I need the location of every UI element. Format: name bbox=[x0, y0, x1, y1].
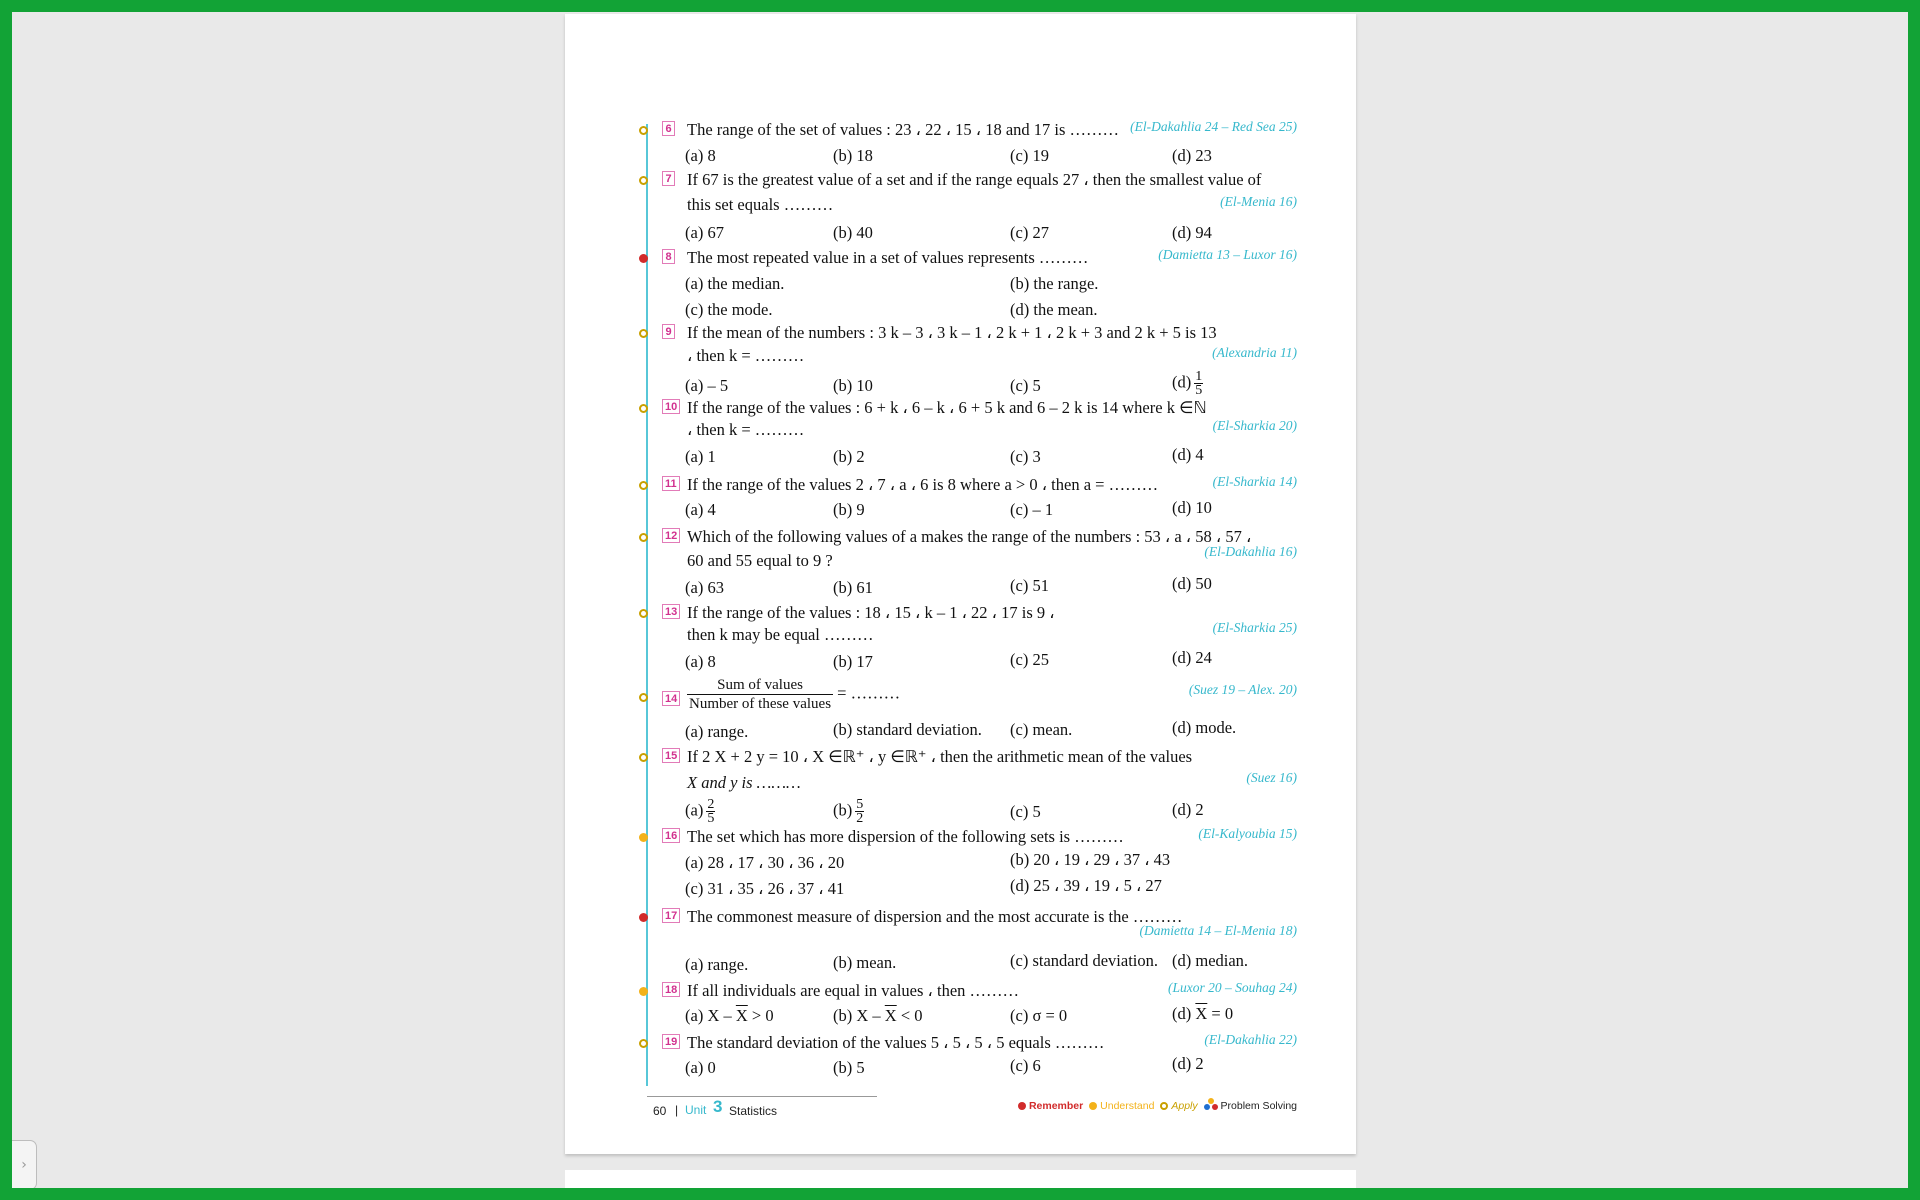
question-text-line2: X and y is ……… bbox=[687, 773, 801, 792]
question-10 bbox=[647, 397, 1297, 472]
option-a: (a) 67 bbox=[685, 223, 724, 242]
apply-dot-icon bbox=[639, 329, 648, 338]
option-d: (d) 10 bbox=[1172, 498, 1212, 517]
option-c: (c) 51 bbox=[1010, 576, 1049, 595]
question-7 bbox=[647, 169, 1297, 242]
option-d: (d) mode. bbox=[1172, 718, 1237, 737]
question-number: 15 bbox=[662, 748, 680, 763]
question-text: The standard deviation of the values 5 ، 5 ، 5 ، 5 equals ……… bbox=[687, 1033, 1105, 1052]
question-text: If the range of the values : 6 + k ، 6 – k ، 6 + 5 k and 6 – 2 k is 14 where k ∈ℕ bbox=[687, 398, 1207, 417]
option-a: (a) 1 bbox=[685, 447, 716, 466]
question-number: 11 bbox=[662, 476, 680, 491]
question-8 bbox=[647, 247, 1297, 322]
option-a: (a) 0 bbox=[685, 1058, 716, 1077]
question-9 bbox=[647, 322, 1297, 400]
option-b: (b) mean. bbox=[833, 953, 897, 972]
footer-separator: | bbox=[675, 1103, 679, 1117]
option-c: (c) mean. bbox=[1010, 720, 1073, 739]
option-b: (b) 9 bbox=[833, 500, 865, 519]
apply-dot-icon bbox=[639, 609, 648, 618]
question-source: (El-Dakahlia 16) bbox=[1204, 544, 1297, 559]
question-number: 6 bbox=[662, 121, 675, 136]
option-b: (b) $X - \overline{X} < 0$ bbox=[833, 1006, 923, 1025]
option-b: (b) the range. bbox=[1010, 274, 1099, 293]
question-fraction: Sum of values Number of these values = ……… bbox=[689, 677, 901, 712]
question-text: If the range of the values 2 ، 7 ، a ، 6 is 8 where a > 0 ، then a = ……… bbox=[687, 475, 1159, 494]
question-text: If the range of the values : 18 ، 15 ، k – 1 ، 22 ، 17 is 9 ، bbox=[687, 603, 1055, 622]
legend-problem-solving: Problem Solving bbox=[1204, 1098, 1297, 1112]
question-17 bbox=[647, 906, 1297, 976]
option-d: (d) median. bbox=[1172, 951, 1249, 970]
question-15 bbox=[647, 746, 1297, 826]
question-source: (Damietta 14 – El-Menia 18) bbox=[1139, 923, 1297, 938]
option-d: (d) 2 bbox=[1172, 1054, 1204, 1073]
option-b: (b) 40 bbox=[833, 223, 873, 242]
question-number: 13 bbox=[662, 604, 680, 619]
unit-name: Statistics bbox=[729, 1104, 778, 1118]
option-d: (d) 94 bbox=[1172, 223, 1212, 242]
option-b: (b) standard deviation. bbox=[833, 720, 982, 739]
option-b: (b) 17 bbox=[833, 652, 873, 671]
option-a: (a) 8 bbox=[685, 146, 716, 165]
question-text: The commonest measure of dispersion and the most accurate is the ……… bbox=[687, 907, 1183, 926]
apply-dot-icon bbox=[639, 126, 648, 135]
question-text: If 2 X + 2 y = 10 ، X ∈ℝ⁺ ، y ∈ℝ⁺ ، then the arithmetic mean of the values bbox=[687, 747, 1193, 766]
option-a: (a) – 5 bbox=[685, 376, 729, 395]
unit-label: Unit bbox=[685, 1103, 707, 1117]
option-d: (d) $\frac{1}{5}$ bbox=[1172, 369, 1203, 398]
next-page-edge bbox=[565, 1170, 1356, 1188]
option-b: (b) 2 bbox=[833, 447, 865, 466]
option-c: (c) 31 ، 35 ، 26 ، 37 ، 41 bbox=[685, 879, 845, 898]
option-a: (a) 8 bbox=[685, 652, 716, 671]
option-a: (a) range. bbox=[685, 722, 749, 741]
understand-dot-icon bbox=[1089, 1102, 1097, 1110]
option-c: (c) σ = 0 bbox=[1010, 1006, 1068, 1025]
question-number: 9 bbox=[662, 324, 675, 339]
option-d: (d) 23 bbox=[1172, 146, 1212, 165]
question-13 bbox=[647, 602, 1297, 674]
option-a: (a) 28 ، 17 ، 30 ، 36 ، 20 bbox=[685, 853, 845, 872]
question-text: If all individuals are equal in values ، then ……… bbox=[687, 981, 1020, 1000]
question-text-line2: ، then k = ……… bbox=[687, 346, 805, 365]
question-source: (El-Kalyoubia 15) bbox=[1198, 826, 1297, 841]
option-d: (d) 4 bbox=[1172, 445, 1204, 464]
question-16 bbox=[647, 826, 1297, 902]
option-a: (a) range. bbox=[685, 955, 749, 974]
option-b: (b) 20 ، 19 ، 29 ، 37 ، 43 bbox=[1010, 850, 1171, 869]
question-text-line2: ، then k = ……… bbox=[687, 420, 805, 439]
question-number: 12 bbox=[662, 528, 680, 543]
option-a: (a) the median. bbox=[685, 274, 785, 293]
document-viewer[interactable] bbox=[12, 12, 1908, 1188]
option-b: (b) $\frac{5}{2}$ bbox=[833, 797, 864, 826]
question-source: (El-Dakahlia 24 – Red Sea 25) bbox=[1130, 119, 1297, 134]
question-6 bbox=[647, 119, 1297, 167]
remember-dot-icon bbox=[639, 913, 648, 922]
option-d: (d) 25 ، 39 ، 19 ، 5 ، 27 bbox=[1010, 876, 1162, 895]
apply-dot-icon bbox=[639, 404, 648, 413]
question-18 bbox=[647, 980, 1297, 1032]
option-c: (c) standard deviation. bbox=[1010, 951, 1158, 970]
question-number: 14 bbox=[662, 691, 680, 706]
question-source: (El-Dakahlia 22) bbox=[1204, 1032, 1297, 1047]
question-source: (El-Sharkia 14) bbox=[1212, 474, 1297, 489]
apply-dot-icon bbox=[639, 176, 648, 185]
question-12 bbox=[647, 526, 1297, 601]
problem-solving-icon bbox=[1204, 1098, 1218, 1110]
apply-dot-icon bbox=[1160, 1102, 1168, 1110]
page-number: 60 bbox=[653, 1104, 667, 1118]
expand-panel-chevron-icon[interactable]: › bbox=[12, 1140, 37, 1188]
question-14 bbox=[647, 676, 1297, 744]
question-source: (Suez 16) bbox=[1246, 770, 1297, 785]
option-c: (c) – 1 bbox=[1010, 500, 1054, 519]
question-number: 19 bbox=[662, 1034, 680, 1049]
question-text: If the mean of the numbers : 3 k – 3 ، 3 k – 1 ، 2 k + 1 ، 2 k + 3 and 2 k + 5 is 13 bbox=[687, 323, 1217, 342]
option-b: (b) 18 bbox=[833, 146, 873, 165]
apply-dot-icon bbox=[639, 481, 648, 490]
understand-dot-icon bbox=[639, 833, 648, 842]
apply-dot-icon bbox=[639, 1039, 648, 1048]
apply-dot-icon bbox=[639, 753, 648, 762]
option-c: (c) 27 bbox=[1010, 223, 1049, 242]
option-b: (b) 10 bbox=[833, 376, 873, 395]
option-a: (a) $X - \overline{X} > 0$ bbox=[685, 1006, 774, 1025]
option-d: (d) 50 bbox=[1172, 574, 1212, 593]
question-text-line2: this set equals ……… bbox=[687, 195, 834, 214]
option-d: (d) 24 bbox=[1172, 648, 1212, 667]
question-11 bbox=[647, 474, 1297, 526]
option-c: (c) 19 bbox=[1010, 146, 1049, 165]
remember-dot-icon bbox=[639, 254, 648, 263]
question-text: The set which has more dispersion of the following sets is ……… bbox=[687, 827, 1124, 846]
option-a: (a) 4 bbox=[685, 500, 716, 519]
legend-understand: Understand bbox=[1089, 1100, 1154, 1112]
question-number: 17 bbox=[662, 908, 680, 923]
question-text-line2: 60 and 55 equal to 9 ? bbox=[687, 551, 833, 570]
document-page bbox=[565, 14, 1356, 1154]
question-number: 10 bbox=[662, 399, 680, 414]
question-number: 16 bbox=[662, 828, 680, 843]
legend-apply: Apply bbox=[1160, 1100, 1197, 1112]
option-c: (c) 5 bbox=[1010, 802, 1041, 821]
question-text: The range of the set of values : 23 ، 22 ، 15 ، 18 and 17 is ……… bbox=[687, 120, 1120, 139]
unit-number: 3 bbox=[713, 1097, 723, 1116]
option-b: (b) 5 bbox=[833, 1058, 865, 1077]
question-text: If 67 is the greatest value of a set and if the range equals 27 ، then the smallest value of bbox=[687, 170, 1262, 189]
question-source: (Luxor 20 – Souhag 24) bbox=[1168, 980, 1297, 995]
option-c: (c) 5 bbox=[1010, 376, 1041, 395]
page-footer bbox=[647, 1092, 1297, 1122]
question-number: 8 bbox=[662, 249, 675, 264]
legend-remember: Remember bbox=[1018, 1100, 1083, 1112]
question-number: 7 bbox=[662, 171, 675, 186]
option-c: (c) 3 bbox=[1010, 447, 1041, 466]
option-d: (d) 2 bbox=[1172, 800, 1204, 819]
question-text: Which of the following values of a makes the range of the numbers : 53 ، a ، 58 ، 57 ، bbox=[687, 527, 1252, 546]
question-source: (Damietta 13 – Luxor 16) bbox=[1158, 247, 1297, 262]
question-text: The most repeated value in a set of values represents ……… bbox=[687, 248, 1089, 267]
option-c: (c) the mode. bbox=[685, 300, 773, 319]
option-a: (a) $\frac{2}{5}$ bbox=[685, 797, 715, 826]
apply-dot-icon bbox=[639, 693, 648, 702]
question-source: (Alexandria 11) bbox=[1212, 345, 1297, 360]
understand-dot-icon bbox=[639, 987, 648, 996]
question-text-line2: then k may be equal ……… bbox=[687, 625, 874, 644]
question-source: (El-Sharkia 25) bbox=[1212, 620, 1297, 635]
question-source: (El-Menia 16) bbox=[1220, 194, 1297, 209]
apply-dot-icon bbox=[639, 533, 648, 542]
option-b: (b) 61 bbox=[833, 578, 873, 597]
footer-divider bbox=[647, 1096, 877, 1097]
question-source: (Suez 19 – Alex. 20) bbox=[1188, 682, 1297, 697]
remember-dot-icon bbox=[1018, 1102, 1026, 1110]
option-d: (d) the mean. bbox=[1010, 300, 1098, 319]
question-source: (El-Sharkia 20) bbox=[1212, 418, 1297, 433]
option-c: (c) 6 bbox=[1010, 1056, 1041, 1075]
option-a: (a) 63 bbox=[685, 578, 724, 597]
option-d: (d) $\overline{X} = 0$ bbox=[1172, 1004, 1234, 1023]
question-19 bbox=[647, 1032, 1297, 1082]
option-c: (c) 25 bbox=[1010, 650, 1049, 669]
question-number: 18 bbox=[662, 982, 680, 997]
difficulty-legend bbox=[1015, 1098, 1297, 1112]
